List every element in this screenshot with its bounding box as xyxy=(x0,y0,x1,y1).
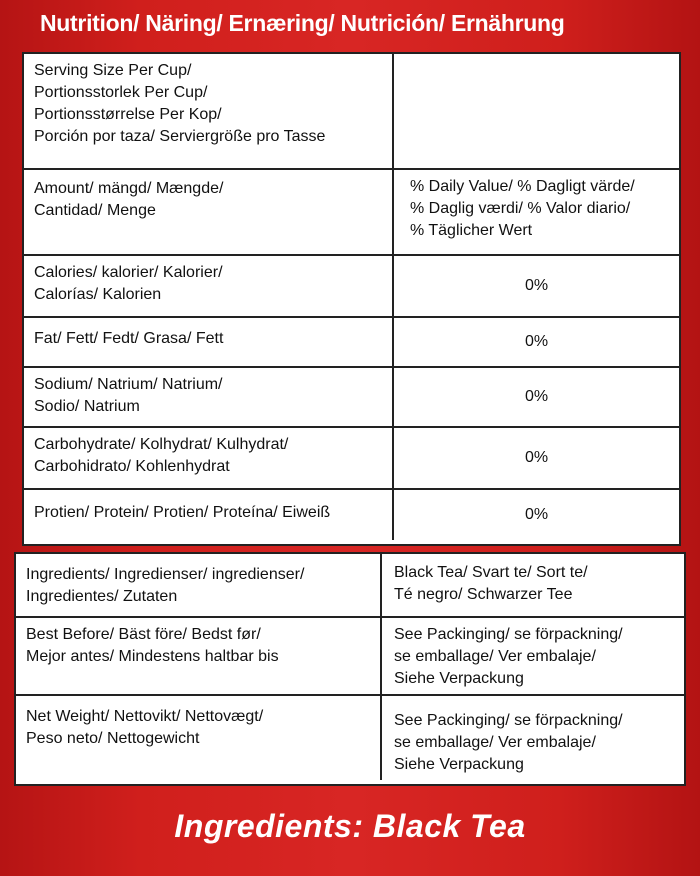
amount-line: Cantidad/ Menge xyxy=(34,202,156,219)
net-weight-label-line: Peso neto/ Nettogewicht xyxy=(26,730,200,747)
sodium-value: 0% xyxy=(524,388,549,405)
ingredients-value-line: Black Tea/ Svart te/ Sort te/ xyxy=(394,564,588,581)
serving-line: Serving Size Per Cup/ xyxy=(34,62,192,79)
amount-label xyxy=(24,170,394,254)
serving-size-value xyxy=(394,54,679,168)
fat-row xyxy=(24,318,679,368)
calories-line: Calorías/ Kalorien xyxy=(34,286,162,303)
daily-value-line: % Daglig værdi/ % Valor diario/ xyxy=(410,200,631,217)
ingredients-row xyxy=(16,554,684,618)
sodium-label xyxy=(24,368,394,426)
carbohydrate-value: 0% xyxy=(524,449,549,466)
best-before-label xyxy=(16,618,382,694)
net-weight-label-line: Net Weight/ Nettovikt/ Nettovægt/ xyxy=(26,708,264,725)
net-weight-value-line: Siehe Verpackung xyxy=(394,756,524,773)
net-weight-value-line: se emballage/ Ver embalaje/ xyxy=(394,734,596,751)
serving-line: Portionsstorlek Per Cup/ xyxy=(34,84,208,101)
product-info-table xyxy=(14,552,686,786)
best-before-label-line: Mejor antes/ Mindestens haltbar bis xyxy=(26,648,279,665)
net-weight-label xyxy=(16,696,382,780)
amount-line: Amount/ mängd/ Mængde/ xyxy=(34,180,224,197)
protein-value: 0% xyxy=(524,506,549,523)
fat-label xyxy=(24,318,394,366)
calories-line: Calories/ kalorier/ Kalorier/ xyxy=(34,264,223,281)
carbohydrate-line: Carbohidrato/ Kohlenhydrat xyxy=(34,458,230,475)
carbohydrate-row xyxy=(24,428,679,490)
protein-row xyxy=(24,490,679,540)
carbohydrate-line: Carbohydrate/ Kolhydrat/ Kulhydrat/ xyxy=(34,436,289,453)
ingredients-value-line: Té negro/ Schwarzer Tee xyxy=(394,586,573,603)
best-before-value-line: se emballage/ Ver embalaje/ xyxy=(394,648,596,665)
calories-label xyxy=(24,256,394,316)
serving-line: Porción por taza/ Serviergröße pro Tasse xyxy=(34,128,326,145)
sodium-line: Sodium/ Natrium/ Natrium/ xyxy=(34,376,223,393)
carbohydrate-label xyxy=(24,428,394,488)
serving-line: Portionsstørrelse Per Kop/ xyxy=(34,106,222,123)
daily-value-line: % Daily Value/ % Dagligt värde/ xyxy=(410,178,635,195)
fat-line: Fat/ Fett/ Fedt/ Grasa/ Fett xyxy=(34,330,224,347)
serving-size-row xyxy=(24,54,679,170)
serving-size-label xyxy=(24,54,394,168)
protein-line: Protien/ Protein/ Protien/ Proteína/ Eiweiß xyxy=(34,504,331,521)
ingredients-label-line: Ingredientes/ Zutaten xyxy=(26,588,178,605)
nutrition-header: Nutrition/ Näring/ Ernæring/ Nutrición/ Ernährung xyxy=(40,10,565,36)
best-before-value xyxy=(382,618,684,694)
calories-value: 0% xyxy=(524,277,549,294)
ingredients-label-line: Ingredients/ Ingredienser/ ingredienser/ xyxy=(26,566,305,583)
best-before-value-line: See Packinging/ se förpackning/ xyxy=(394,626,623,643)
ingredients-value xyxy=(382,554,684,616)
ingredients-label xyxy=(16,554,382,616)
best-before-row xyxy=(16,618,684,696)
best-before-label-line: Best Before/ Bäst före/ Bedst før/ xyxy=(26,626,261,643)
fat-value: 0% xyxy=(524,333,549,350)
sodium-row xyxy=(24,368,679,428)
ingredients-footer: Ingredients: Black Tea xyxy=(174,808,526,844)
net-weight-value xyxy=(382,696,684,780)
protein-label xyxy=(24,490,394,540)
nutrition-table xyxy=(22,52,681,546)
calories-row xyxy=(24,256,679,318)
sodium-line: Sodio/ Natrium xyxy=(34,398,140,415)
best-before-value-line: Siehe Verpackung xyxy=(394,670,524,687)
net-weight-row xyxy=(16,696,684,780)
amount-row xyxy=(24,170,679,256)
daily-value-line: % Täglicher Wert xyxy=(410,222,533,239)
net-weight-value-line: See Packinging/ se förpackning/ xyxy=(394,712,623,729)
daily-value-header xyxy=(394,170,679,254)
